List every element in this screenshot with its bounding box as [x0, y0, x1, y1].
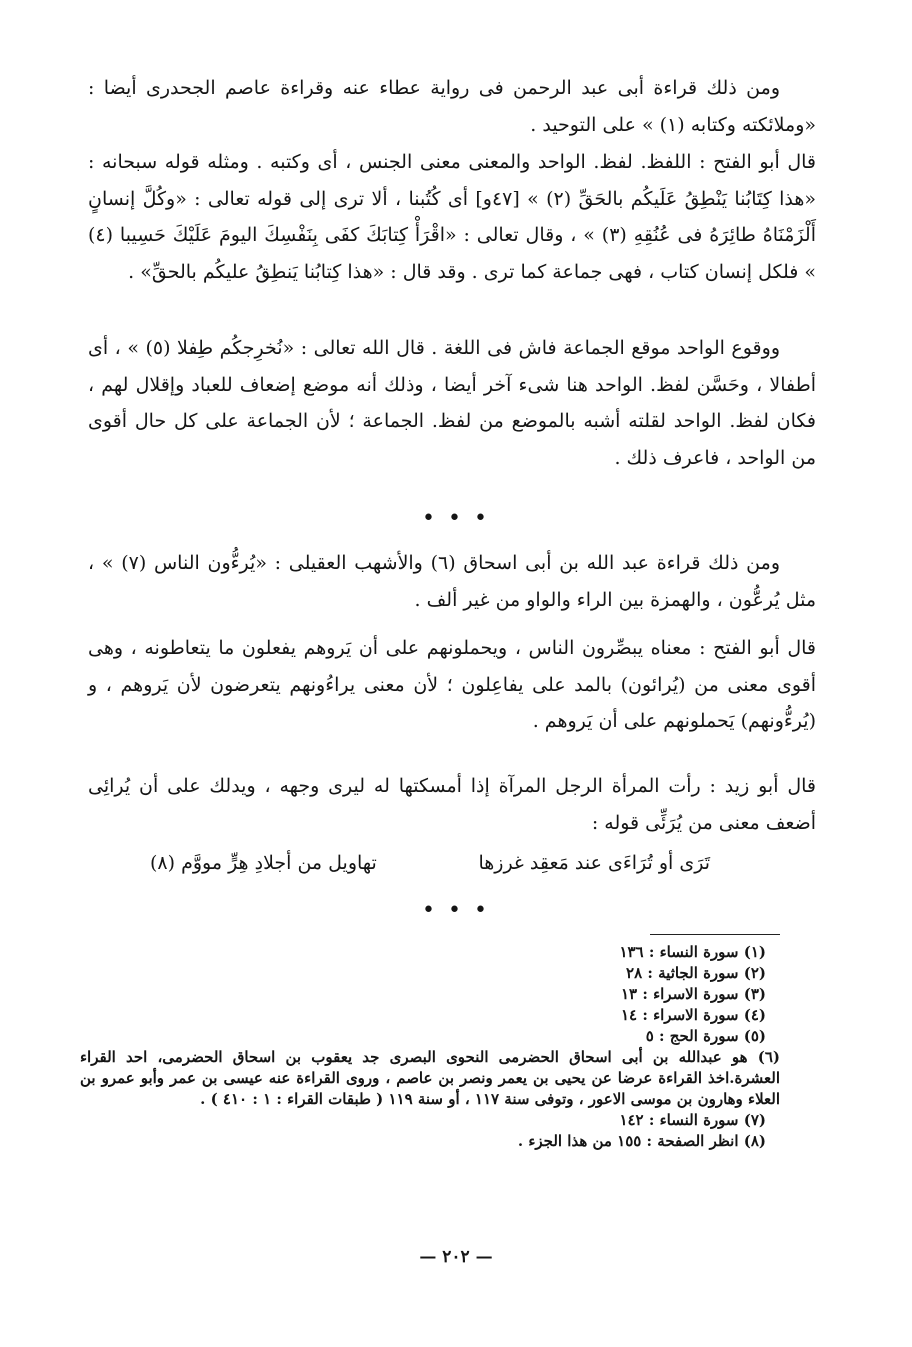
paragraph-3	[88, 330, 816, 476]
verse-hemistich-2: تهاويل من أجلادِ هِرٍّ مووَّم (٨)	[150, 852, 377, 874]
paragraph-6-text: قال أبو زيد : رأت المرأة الرجل المرآة إذا أمسكتها له ليرى وجهه ، ويدلك على أن يُرائِى أضعف معنى من يُرَئِّى قوله :	[88, 775, 816, 834]
paragraph-6	[88, 768, 816, 841]
footnote-item: (٧) سورة النساء : ١٤٢	[619, 1111, 766, 1129]
paragraph-2	[88, 144, 816, 290]
paragraph-3-text: ووقوع الواحد موقع الجماعة فاش فى اللغة . قال الله تعالى : «نُخرِجكُم طِفلا (٥) » ، أى أطفالا ، وحَسَّن لفظ. الواحد هنا شىء آخر أيضا ، وذلك أنه موضع إضعاف للعباد وإقلال لهم ، فكان لفظ. الواحد لقلته أشبه بالموضع من لفظ. الجماعة ؛ لأن الجماعة على كل حال أقوى من الواحد ، فاعرف ذلك .	[88, 337, 816, 469]
section-separator: • • •	[422, 898, 490, 923]
footnote-item: (٣) سورة الاسراء : ١٣	[620, 985, 766, 1003]
footnote-item: (٥) سورة الحج : ٥	[645, 1027, 766, 1045]
paragraph-2-text: قال أبو الفتح : اللفظ. لفظ. الواحد والمعنى معنى الجنس ، أى وكتبه . ومثله قوله سبحانه : «هذا كِتَابُنا يَنْطِقُ عَلَيكُم بالحَقِّ (٢) » [٤٧و] أى كُتُبنا ، ألا ترى إلى قوله تعالى : «وكُلَّ إنسانٍ أَلْزَمْنَاهُ طائِرَهُ فى عُنُقِهِ (٣) » ، وقال تعالى : «اقْرَأْ كِتابَكَ كفَى بِنَفْسِكَ اليومَ عَلَيْكَ حَسِيبا (٤) » فلكل إنسان كتاب ، فهى جماعة كما ترى . وقد قال : «هذا كِتابُنا يَنطِقُ عليكُم بالحقِّ» .	[88, 151, 817, 283]
paragraph-4	[88, 545, 816, 618]
footnote-item: (١) سورة النساء : ١٣٦	[619, 943, 766, 961]
footnote-divider	[650, 934, 780, 935]
paragraph-5-text: قال أبو الفتح : معناه يبصِّرون الناس ، ويحملونهم على أن يَروهم يفعلون ما يتعاطونه ، وهى أقوى معنى من (يُرائون) بالمد على يفاعِلون ؛ لأن معنى يراءُونهم يتعرضون لأن يَروهم ، و (يُرءُّونهم) يَحملونهم على أن يَروهم .	[88, 637, 816, 732]
paragraph-1-text: ومن ذلك قراءة أبى عبد الرحمن فى رواية عطاء عنه وقراءة عاصم الجحدرى أيضا : «وملائكته وكتابه (١) » على التوحيد .	[88, 77, 816, 136]
footnotes-list	[80, 942, 780, 1152]
page-number: — ٢٠٢ —	[419, 1247, 493, 1267]
paragraph-4-text: ومن ذلك قراءة عبد الله بن أبى اسحاق (٦) والأشهب العقيلى : «يُرءُّون الناس (٧) » ، مثل يُرعُّون ، والهمزة بين الراء والواو من غير ألف .	[88, 552, 816, 611]
footnote-item: (٦) هو عبدالله بن أبى اسحاق الحضرمى النحوى البصرى جد يعقوب بن اسحاق الحضرمى، احد القراء العشرة.اخذ القراءة عرضا عن يحيى بن يعمر ونصر بن عاصم ، وروى القراءة عنه عيسى بن عمر وأبو عمرو بن العلاء وهارون بن موسى الاعور ، وتوفى سنة ١١٧ ، أو سنة ١١٩ ( طبقات القراء : ١ : ٤١٠ ) .	[80, 1048, 780, 1108]
footnote-item: (٢) سورة الجاثية : ٢٨	[626, 964, 766, 982]
footnote-item: (٨) انظر الصفحة : ١٥٥ من هذا الجزء .	[517, 1132, 766, 1150]
section-separator: • • •	[422, 506, 490, 531]
paragraph-1	[88, 70, 816, 143]
footnote-item: (٤) سورة الاسراء : ١٤	[620, 1006, 766, 1024]
paragraph-5	[88, 630, 816, 740]
verse-hemistich-1: تَرَى أو تُرَاءَى عند مَعقِد غرزها	[478, 852, 710, 874]
